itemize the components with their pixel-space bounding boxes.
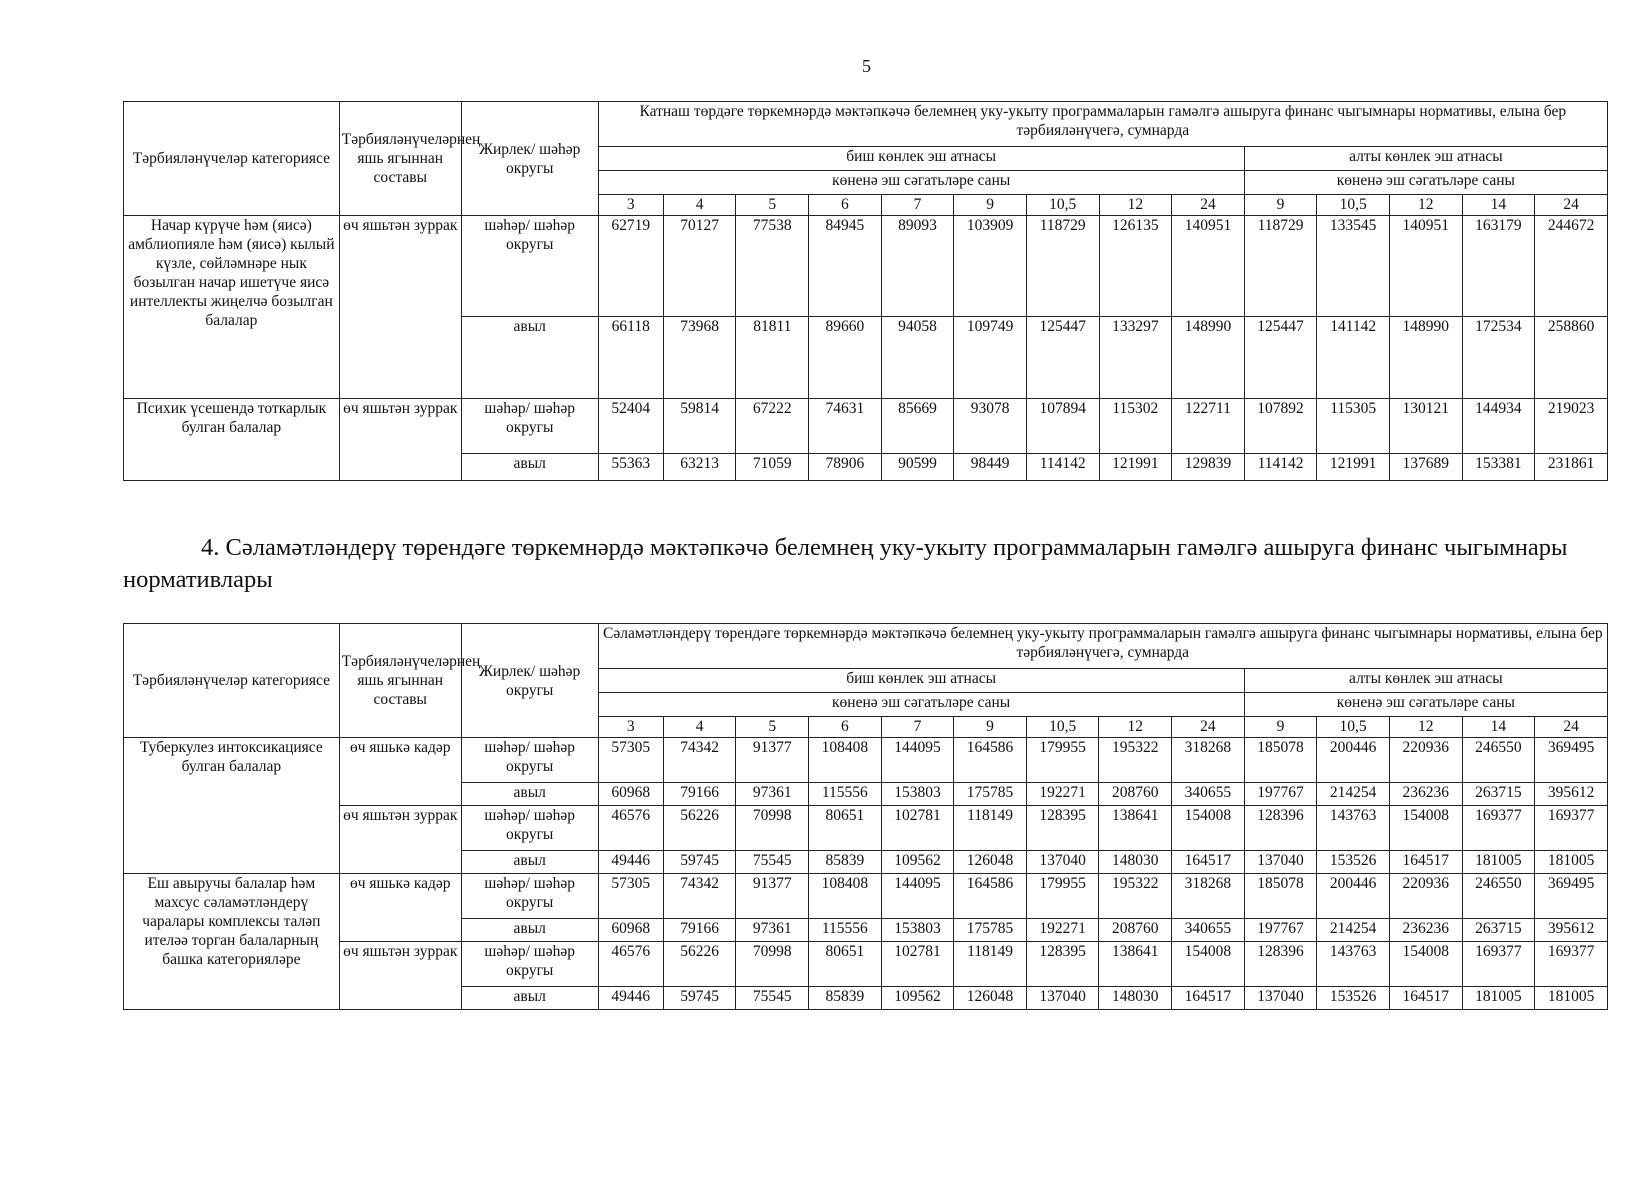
value-cell: 115305	[1317, 399, 1390, 454]
header-hours-col: 9	[1244, 717, 1317, 738]
value-cell: 98449	[954, 454, 1027, 481]
area-cell: авыл	[461, 783, 598, 806]
value-cell: 164517	[1172, 851, 1245, 874]
category-cell: Начар күрүче һәм (яисә) амблиопияле һәм (яисә) кылый күзле, сөйләмнәре нык бозылган начар ишетүче яисә интеллекты жиңелчә бозылган балалар	[124, 216, 340, 399]
value-cell: 153526	[1317, 851, 1390, 874]
value-cell: 214254	[1317, 783, 1390, 806]
value-cell: 130121	[1389, 399, 1462, 454]
section-4-title: 4. Сәламәтләндерү төрендәге төркемнәрдә мәктәпкәчә белемнең уку-укыту программаларын гамәлгә ашыруга финанс чыгымнары нормативлары	[123, 534, 1568, 593]
value-cell: 75545	[736, 987, 809, 1010]
value-cell: 125447	[1244, 317, 1317, 399]
table-row	[124, 806, 1608, 851]
value-cell: 340655	[1172, 783, 1245, 806]
header-age-composition: Тәрбияләнүчеләрнең яшь ягыннан составы	[339, 102, 461, 216]
value-cell: 109562	[881, 851, 954, 874]
value-cell: 102781	[881, 942, 954, 987]
header-hours-col: 12	[1099, 195, 1172, 216]
header-hours-col: 12	[1389, 717, 1462, 738]
value-cell: 192271	[1026, 783, 1099, 806]
value-cell: 219023	[1535, 399, 1608, 454]
age-cell: өч яшькә кадәр	[339, 874, 461, 942]
value-cell: 115302	[1099, 399, 1172, 454]
value-cell: 89093	[881, 216, 954, 317]
header-hours-five-day: көненә эш сәгатьләре саны	[598, 693, 1244, 717]
age-cell: өч яшьтән зуррак	[339, 216, 461, 399]
value-cell: 108408	[809, 874, 882, 919]
norms-table-mixed-groups	[123, 101, 1608, 481]
value-cell: 179955	[1026, 874, 1099, 919]
header-hours-col: 10,5	[1317, 195, 1390, 216]
value-cell: 140951	[1389, 216, 1462, 317]
header-five-day-week: биш көнлек эш атнасы	[598, 147, 1244, 171]
value-cell: 208760	[1099, 919, 1172, 942]
value-cell: 231861	[1535, 454, 1608, 481]
value-cell: 59814	[663, 399, 736, 454]
value-cell: 143763	[1317, 942, 1390, 987]
header-hours-col: 7	[881, 195, 954, 216]
value-cell: 121991	[1099, 454, 1172, 481]
value-cell: 118149	[954, 942, 1027, 987]
header-category: Тәрбияләнүчеләр категориясе	[124, 624, 340, 738]
area-cell: шәһәр/ шәһәр округы	[461, 942, 598, 987]
value-cell: 169377	[1462, 942, 1535, 987]
value-cell: 153526	[1317, 987, 1390, 1010]
value-cell: 258860	[1535, 317, 1608, 399]
value-cell: 118149	[954, 806, 1027, 851]
value-cell: 172534	[1462, 317, 1535, 399]
value-cell: 169377	[1462, 806, 1535, 851]
value-cell: 200446	[1317, 874, 1390, 919]
value-cell: 97361	[736, 919, 809, 942]
header-six-day-week: алты көнлек эш атнасы	[1244, 669, 1607, 693]
header-hours-col: 14	[1462, 195, 1535, 216]
value-cell: 214254	[1317, 919, 1390, 942]
value-cell: 59745	[663, 987, 736, 1010]
table-row	[124, 216, 1608, 317]
value-cell: 49446	[598, 851, 663, 874]
value-cell: 246550	[1462, 874, 1535, 919]
value-cell: 57305	[598, 738, 663, 783]
value-cell: 164586	[954, 874, 1027, 919]
value-cell: 181005	[1462, 851, 1535, 874]
header-norm-title: Катнаш төрдәге төркемнәрдә мәктәпкәчә белемнең уку-укыту программаларын гамәлгә ашыруга финанс чыгымнары нормативы, елына бер тәрбияләнүчегә, сумнарда	[598, 102, 1607, 147]
value-cell: 128396	[1244, 806, 1317, 851]
value-cell: 126048	[954, 987, 1027, 1010]
value-cell: 107894	[1026, 399, 1099, 454]
value-cell: 175785	[954, 783, 1027, 806]
value-cell: 340655	[1172, 919, 1245, 942]
value-cell: 181005	[1535, 851, 1608, 874]
value-cell: 144934	[1462, 399, 1535, 454]
value-cell: 369495	[1535, 874, 1608, 919]
value-cell: 118729	[1026, 216, 1099, 317]
area-cell: шәһәр/ шәһәр округы	[461, 216, 598, 317]
value-cell: 236236	[1389, 919, 1462, 942]
value-cell: 118729	[1244, 216, 1317, 317]
value-cell: 148030	[1099, 987, 1172, 1010]
header-hours-col: 6	[809, 195, 882, 216]
value-cell: 195322	[1099, 738, 1172, 783]
value-cell: 148990	[1389, 317, 1462, 399]
value-cell: 89660	[809, 317, 882, 399]
value-cell: 115556	[809, 919, 882, 942]
value-cell: 46576	[598, 942, 663, 987]
header-hours-col: 4	[663, 717, 736, 738]
value-cell: 185078	[1244, 874, 1317, 919]
value-cell: 60968	[598, 919, 663, 942]
value-cell: 85839	[809, 851, 882, 874]
value-cell: 153381	[1462, 454, 1535, 481]
value-cell: 144095	[881, 738, 954, 783]
value-cell: 244672	[1535, 216, 1608, 317]
value-cell: 91377	[736, 738, 809, 783]
value-cell: 59745	[663, 851, 736, 874]
value-cell: 126048	[954, 851, 1027, 874]
value-cell: 369495	[1535, 738, 1608, 783]
value-cell: 85669	[881, 399, 954, 454]
value-cell: 84945	[809, 216, 882, 317]
value-cell: 318268	[1172, 738, 1245, 783]
value-cell: 137689	[1389, 454, 1462, 481]
value-cell: 78906	[809, 454, 882, 481]
header-hours-col: 24	[1535, 195, 1608, 216]
value-cell: 133545	[1317, 216, 1390, 317]
value-cell: 56226	[663, 806, 736, 851]
value-cell: 137040	[1244, 851, 1317, 874]
value-cell: 70998	[736, 806, 809, 851]
value-cell: 93078	[954, 399, 1027, 454]
value-cell: 102781	[881, 806, 954, 851]
value-cell: 97361	[736, 783, 809, 806]
value-cell: 395612	[1535, 919, 1608, 942]
header-hours-six-day: көненә эш сәгатьләре саны	[1244, 171, 1607, 195]
value-cell: 52404	[598, 399, 663, 454]
value-cell: 169377	[1535, 806, 1608, 851]
value-cell: 133297	[1099, 317, 1172, 399]
header-hours-five-day: көненә эш сәгатьләре саны	[598, 171, 1244, 195]
value-cell: 55363	[598, 454, 663, 481]
value-cell: 143763	[1317, 806, 1390, 851]
value-cell: 115556	[809, 783, 882, 806]
value-cell: 141142	[1317, 317, 1390, 399]
header-norm-title: Сәламәтләндерү төрендәге төркемнәрдә мәктәпкәчә белемнең уку-укыту программаларын гамәлгә ашыруга финанс чыгымнары нормативы, елына бер тәрбияләнүчегә, сумнарда	[598, 624, 1607, 669]
value-cell: 164586	[954, 738, 1027, 783]
page-number: 5	[862, 56, 871, 76]
value-cell: 60968	[598, 783, 663, 806]
value-cell: 169377	[1535, 942, 1608, 987]
value-cell: 109749	[954, 317, 1027, 399]
value-cell: 129839	[1172, 454, 1245, 481]
header-hours-col: 6	[809, 717, 882, 738]
value-cell: 154008	[1172, 942, 1245, 987]
value-cell: 90599	[881, 454, 954, 481]
header-hours-col: 5	[736, 195, 809, 216]
value-cell: 137040	[1026, 987, 1099, 1010]
value-cell: 128395	[1026, 806, 1099, 851]
value-cell: 148990	[1172, 317, 1245, 399]
value-cell: 154008	[1389, 942, 1462, 987]
value-cell: 91377	[736, 874, 809, 919]
value-cell: 121991	[1317, 454, 1390, 481]
value-cell: 81811	[736, 317, 809, 399]
value-cell: 192271	[1026, 919, 1099, 942]
value-cell: 128395	[1026, 942, 1099, 987]
value-cell: 137040	[1244, 987, 1317, 1010]
header-hours-col: 10,5	[1026, 195, 1099, 216]
value-cell: 154008	[1389, 806, 1462, 851]
value-cell: 263715	[1462, 783, 1535, 806]
value-cell: 163179	[1462, 216, 1535, 317]
value-cell: 107892	[1244, 399, 1317, 454]
value-cell: 77538	[736, 216, 809, 317]
value-cell: 181005	[1535, 987, 1608, 1010]
area-cell: авыл	[461, 454, 598, 481]
area-cell: шәһәр/ шәһәр округы	[461, 874, 598, 919]
value-cell: 153803	[881, 919, 954, 942]
value-cell: 195322	[1099, 874, 1172, 919]
header-hours-col: 12	[1099, 717, 1172, 738]
value-cell: 128396	[1244, 942, 1317, 987]
value-cell: 94058	[881, 317, 954, 399]
value-cell: 126135	[1099, 216, 1172, 317]
value-cell: 80651	[809, 806, 882, 851]
area-cell: шәһәр/ шәһәр округы	[461, 806, 598, 851]
value-cell: 74342	[663, 738, 736, 783]
area-cell: авыл	[461, 317, 598, 399]
value-cell: 138641	[1099, 806, 1172, 851]
header-area: Жирлек/ шәһәр округы	[461, 102, 598, 216]
value-cell: 181005	[1462, 987, 1535, 1010]
area-cell: авыл	[461, 919, 598, 942]
age-cell: өч яшьтән зуррак	[339, 942, 461, 1010]
header-five-day-week: биш көнлек эш атнасы	[598, 669, 1244, 693]
table-row	[124, 399, 1608, 454]
value-cell: 57305	[598, 874, 663, 919]
value-cell: 140951	[1172, 216, 1245, 317]
value-cell: 164517	[1389, 851, 1462, 874]
table-row	[124, 738, 1608, 783]
value-cell: 208760	[1099, 783, 1172, 806]
value-cell: 138641	[1099, 942, 1172, 987]
value-cell: 108408	[809, 738, 882, 783]
area-cell: шәһәр/ шәһәр округы	[461, 738, 598, 783]
value-cell: 246550	[1462, 738, 1535, 783]
value-cell: 73968	[663, 317, 736, 399]
value-cell: 125447	[1026, 317, 1099, 399]
value-cell: 197767	[1244, 783, 1317, 806]
table-row	[124, 874, 1608, 919]
value-cell: 263715	[1462, 919, 1535, 942]
value-cell: 70998	[736, 942, 809, 987]
category-cell: Еш авыручы балалар һәм махсус сәламәтләндерү чаралары комплексы таләп ителәә торган балаларның башка категорияләре	[124, 874, 340, 1010]
value-cell: 71059	[736, 454, 809, 481]
header-hours-col: 5	[736, 717, 809, 738]
header-hours-col: 4	[663, 195, 736, 216]
header-hours-col: 14	[1462, 717, 1535, 738]
value-cell: 114142	[1026, 454, 1099, 481]
header-hours-col: 12	[1389, 195, 1462, 216]
header-hours-col: 9	[1244, 195, 1317, 216]
value-cell: 85839	[809, 987, 882, 1010]
header-area: Жирлек/ шәһәр округы	[461, 624, 598, 738]
value-cell: 144095	[881, 874, 954, 919]
header-category: Тәрбияләнүчеләр категориясе	[124, 102, 340, 216]
norms-table-health-groups	[123, 623, 1608, 1010]
value-cell: 236236	[1389, 783, 1462, 806]
value-cell: 153803	[881, 783, 954, 806]
header-hours-col: 10,5	[1026, 717, 1099, 738]
header-hours-col: 10,5	[1317, 717, 1390, 738]
value-cell: 220936	[1389, 874, 1462, 919]
value-cell: 75545	[736, 851, 809, 874]
value-cell: 179955	[1026, 738, 1099, 783]
value-cell: 164517	[1172, 987, 1245, 1010]
value-cell: 164517	[1389, 987, 1462, 1010]
area-cell: авыл	[461, 851, 598, 874]
age-cell: өч яшькә кадәр	[339, 738, 461, 806]
table-row	[124, 942, 1608, 987]
header-hours-col: 9	[954, 717, 1027, 738]
value-cell: 74631	[809, 399, 882, 454]
header-hours-six-day: көненә эш сәгатьләре саны	[1244, 693, 1607, 717]
value-cell: 70127	[663, 216, 736, 317]
value-cell: 79166	[663, 919, 736, 942]
value-cell: 46576	[598, 806, 663, 851]
value-cell: 122711	[1172, 399, 1245, 454]
value-cell: 220936	[1389, 738, 1462, 783]
age-cell: өч яшьтән зуррак	[339, 806, 461, 874]
header-hours-col: 24	[1172, 717, 1245, 738]
value-cell: 49446	[598, 987, 663, 1010]
age-cell: өч яшьтән зуррак	[339, 399, 461, 481]
header-hours-col: 9	[954, 195, 1027, 216]
value-cell: 114142	[1244, 454, 1317, 481]
header-hours-col: 24	[1535, 717, 1608, 738]
value-cell: 103909	[954, 216, 1027, 317]
header-age-composition: Тәрбияләнүчеләрнең яшь ягыннан составы	[339, 624, 461, 738]
value-cell: 148030	[1099, 851, 1172, 874]
value-cell: 197767	[1244, 919, 1317, 942]
value-cell: 79166	[663, 783, 736, 806]
value-cell: 154008	[1172, 806, 1245, 851]
value-cell: 56226	[663, 942, 736, 987]
header-hours-col: 3	[598, 717, 663, 738]
value-cell: 137040	[1026, 851, 1099, 874]
category-cell: Туберкулез интоксикациясе булган балалар	[124, 738, 340, 874]
value-cell: 109562	[881, 987, 954, 1010]
value-cell: 318268	[1172, 874, 1245, 919]
value-cell: 200446	[1317, 738, 1390, 783]
area-cell: шәһәр/ шәһәр округы	[461, 399, 598, 454]
header-hours-col: 3	[598, 195, 663, 216]
value-cell: 62719	[598, 216, 663, 317]
header-six-day-week: алты көнлек эш атнасы	[1244, 147, 1607, 171]
value-cell: 66118	[598, 317, 663, 399]
value-cell: 63213	[663, 454, 736, 481]
header-hours-col: 24	[1172, 195, 1245, 216]
value-cell: 175785	[954, 919, 1027, 942]
value-cell: 395612	[1535, 783, 1608, 806]
value-cell: 185078	[1244, 738, 1317, 783]
value-cell: 67222	[736, 399, 809, 454]
value-cell: 80651	[809, 942, 882, 987]
area-cell: авыл	[461, 987, 598, 1010]
header-hours-col: 7	[881, 717, 954, 738]
value-cell: 74342	[663, 874, 736, 919]
category-cell: Психик үсешендә тоткарлык булган балалар	[124, 399, 340, 481]
